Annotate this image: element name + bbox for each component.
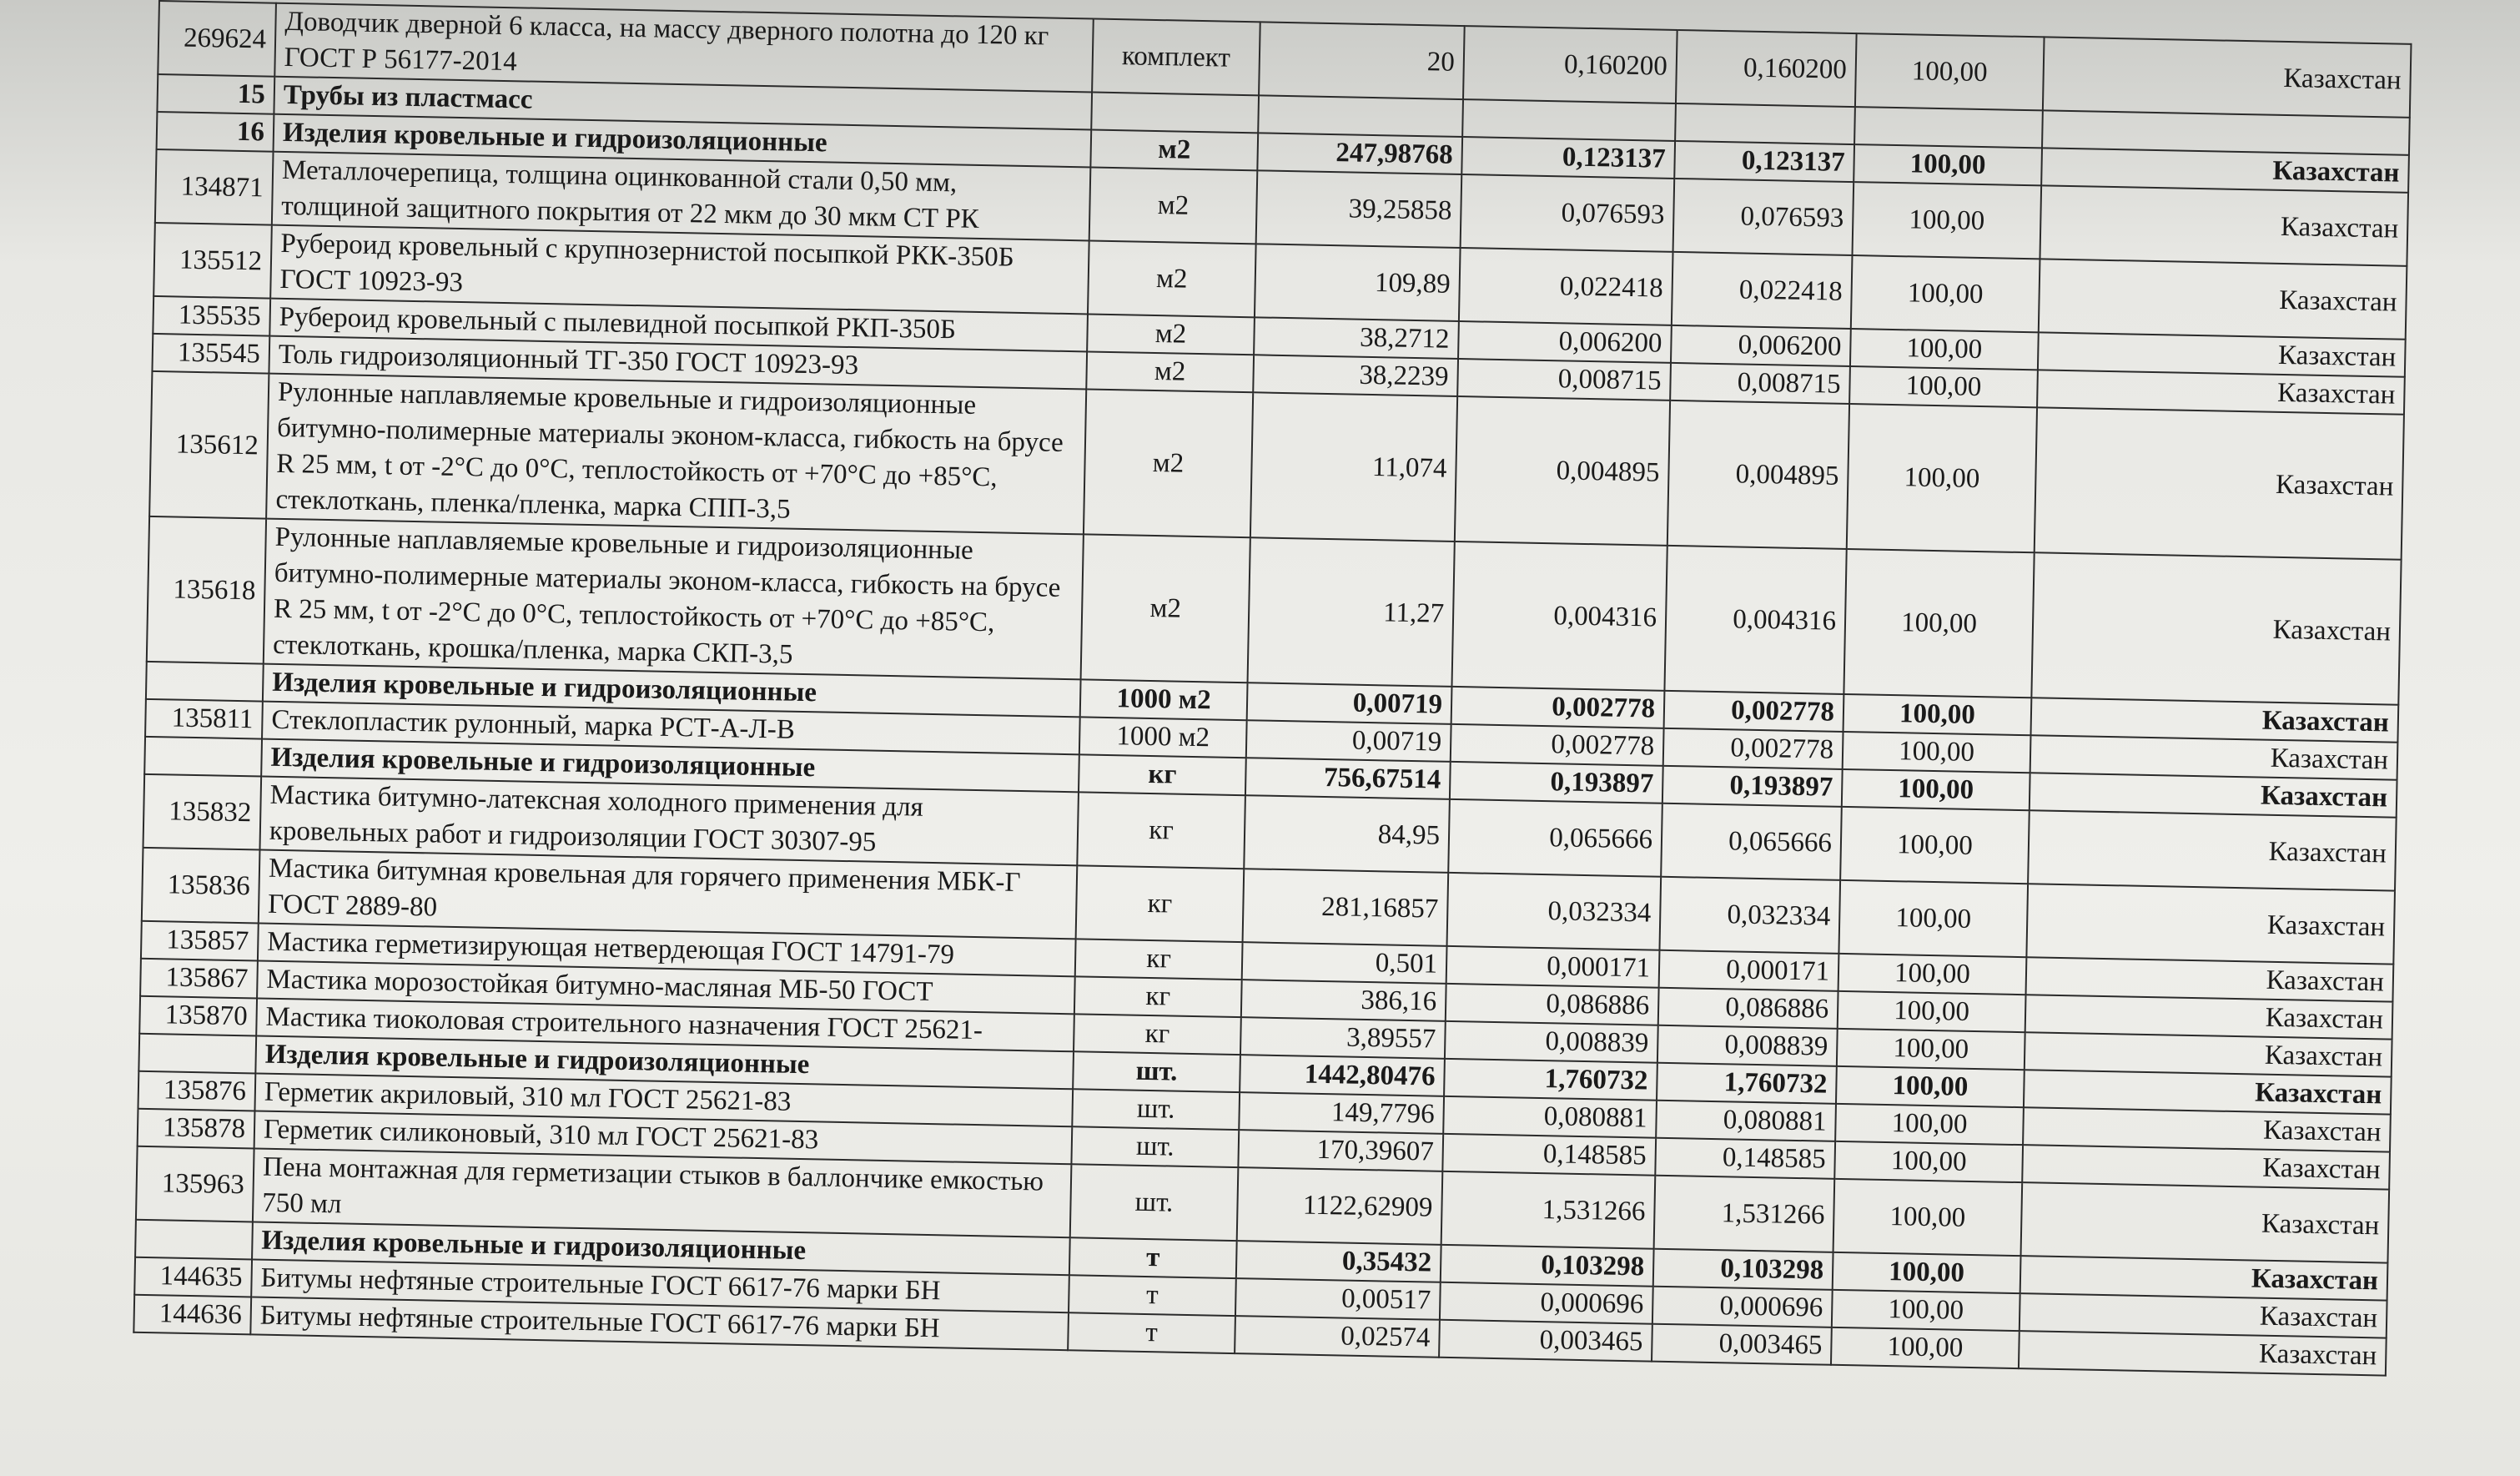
cell-value-2: 0,004895 [1667, 400, 1849, 549]
cell-percent: 100,00 [1854, 144, 2042, 185]
cell-unit: т [1068, 1312, 1235, 1353]
cell-percent: 100,00 [1843, 732, 2031, 773]
cell-country: Казахстан [2019, 1331, 2387, 1375]
cell-value-1: 0,000171 [1446, 946, 1660, 988]
cell-code [135, 1220, 253, 1260]
cell-country: Казахстан [2030, 698, 2398, 742]
cell-unit: 1000 м2 [1080, 679, 1248, 720]
cell-percent: 100,00 [1836, 1066, 2025, 1107]
cell-quantity: 20 [1259, 22, 1465, 99]
cell-quantity: 386,16 [1241, 980, 1446, 1021]
cell-percent: 100,00 [1843, 694, 2032, 735]
cell-code: 15 [157, 74, 274, 114]
cell-country: Казахстан [2038, 332, 2406, 376]
cell-value-1: 0,065666 [1448, 799, 1662, 877]
cell-code: 135876 [138, 1071, 255, 1111]
materials-table [133, 0, 2412, 1377]
cell-name: Герметик силиконовый, 310 мл ГОСТ 25621-83 [254, 1111, 1073, 1164]
cell-country: Казахстан [2020, 1256, 2388, 1300]
cell-name: Мастика битумная кровельная для горячего применения МБК-Г ГОСТ 2889-80 [259, 850, 1078, 940]
cell-name: Изделия кровельные и гидроизоляционные [255, 1035, 1074, 1089]
cell-percent: 100,00 [1843, 549, 2034, 698]
cell-value-1: 0,022418 [1459, 248, 1673, 325]
cell-name: Изделия кровельные и гидроизоляционные [263, 664, 1081, 718]
cell-unit: кг [1079, 754, 1246, 795]
cell-quantity: 39,25858 [1256, 170, 1462, 248]
cell-unit: кг [1076, 865, 1245, 942]
cell-percent: 100,00 [1837, 1029, 2025, 1070]
cell-value-2: 0,000171 [1659, 950, 1839, 991]
cell-quantity: 281,16857 [1243, 869, 1449, 946]
cell-quantity: 109,89 [1255, 244, 1461, 321]
cell-value-2: 0,148585 [1655, 1138, 1835, 1179]
cell-percent: 100,00 [1851, 255, 2040, 332]
cell-value-2: 1,531266 [1654, 1176, 1835, 1252]
cell-value-2: 0,086886 [1658, 988, 1838, 1029]
cell-percent: 100,00 [1850, 329, 2039, 370]
cell-unit: шт. [1072, 1089, 1240, 1130]
cell-code: 135512 [153, 223, 272, 299]
cell-code [144, 737, 262, 777]
cell-value-1: 1,531266 [1441, 1171, 1656, 1249]
cell-value-2: 0,003465 [1652, 1324, 1832, 1365]
cell-code: 135878 [138, 1109, 255, 1149]
cell-unit: т [1069, 1275, 1236, 1316]
cell-percent: 100,00 [1833, 1252, 2021, 1293]
cell-unit: кг [1075, 939, 1243, 980]
cell-country: Казахстан [2035, 407, 2404, 559]
cell-name: Трубы из пластмасс [274, 77, 1092, 130]
cell-name: Металлочерепица, толщина оцинкованной стали 0,50 мм, толщиной защитного покрытия от 22 мкм до 30 мкм СТ РК [272, 152, 1091, 241]
cell-quantity: 3,89557 [1240, 1017, 1446, 1059]
cell-country: Казахстан [2040, 185, 2408, 265]
cell-quantity: 170,39607 [1238, 1130, 1443, 1171]
cell-quantity: 11,27 [1248, 537, 1455, 687]
cell-quantity: 0,35432 [1236, 1241, 1441, 1282]
cell-country: Казахстан [2021, 1182, 2390, 1262]
cell-unit: комплект [1092, 19, 1260, 96]
cell-value-2: 0,000696 [1652, 1287, 1833, 1327]
cell-unit: кг [1074, 976, 1242, 1017]
cell-quantity: 247,98768 [1257, 133, 1462, 174]
cell-country: Казахстан [2023, 1107, 2391, 1151]
cell-value-1: 0,006200 [1458, 321, 1672, 363]
cell-percent: 100,00 [1847, 404, 2037, 552]
cell-country: Казахстан [2039, 259, 2407, 339]
cell-name: Рубероид кровельный с крупнозернистой посыпкой РКК-350Б ГОСТ 10923-93 [270, 225, 1089, 315]
cell-value-2: 1,760732 [1657, 1063, 1837, 1104]
cell-percent: 100,00 [1855, 33, 2045, 110]
cell-value-1: 0,003465 [1439, 1320, 1652, 1362]
cell-unit: м2 [1086, 351, 1254, 392]
cell-name: Битумы нефтяные строительные ГОСТ 6617-76 марки БН [250, 1297, 1069, 1350]
cell-country: Казахстан [2025, 995, 2393, 1039]
cell-unit: м2 [1081, 534, 1250, 683]
cell-name: Мастика герметизирующая нетвердеющая ГОСТ 14791-79 [258, 924, 1076, 977]
cell-country: Казахстан [2026, 884, 2395, 964]
cell-quantity: 84,95 [1244, 795, 1450, 873]
cell-code: 16 [157, 112, 274, 152]
cell-value-1: 0,148585 [1442, 1134, 1656, 1176]
cell-value-1: 0,103298 [1441, 1245, 1654, 1287]
cell-quantity: 1122,62909 [1237, 1167, 1443, 1245]
cell-code [146, 662, 264, 702]
cell-value-1: 0,032334 [1447, 873, 1662, 950]
cell-name: Рулонные наплавляемые кровельные и гидроизоляционные битумно-полимерные материалы эконом-класса, гибкость на брусе R 25 мм, t от -2°С до 0°С, теплостойкость от +70°С до +85°С, стеклоткань, пленка/пленка, марка СПП-3,5 [266, 374, 1086, 535]
cell-value-2: 0,076593 [1673, 179, 1854, 255]
cell-value-2: 0,004316 [1664, 546, 1846, 694]
cell-name: Рубероид кровельный с пылевидной посыпкой РКП-350Б [269, 299, 1088, 352]
cell-value-1: 0,002778 [1451, 724, 1664, 766]
cell-value-2: 0,002778 [1663, 728, 1843, 769]
cell-code: 134871 [155, 149, 274, 225]
cell-value-1: 0,123137 [1461, 137, 1675, 179]
cell-unit: шт. [1071, 1126, 1239, 1167]
cell-code [138, 1034, 256, 1074]
cell-percent: 100,00 [1832, 1290, 2020, 1331]
cell-code: 135545 [152, 334, 269, 374]
cell-unit: т [1069, 1237, 1237, 1278]
cell-country: Казахстан [2037, 370, 2405, 414]
cell-name: Мастика тиоколовая строительного назначения ГОСТ 25621- [256, 998, 1074, 1051]
cell-percent: 100,00 [1831, 1327, 2020, 1368]
cell-value-1: 0,004895 [1455, 396, 1670, 546]
cell-name: Рулонные наплавляемые кровельные и гидроизоляционные битумно-полимерные материалы эконом-класса, гибкость на брусе R 25 мм, t от -2°С до 0°С, теплостойкость от +70°С до +85°С, стеклоткань, крошка/пленка, марка СКП-3,5 [264, 519, 1084, 680]
cell-quantity: 0,501 [1242, 942, 1447, 984]
cell-value-1: 0,086886 [1446, 984, 1659, 1025]
cell-value-2: 0,123137 [1674, 141, 1854, 182]
cell-value-2: 0,032334 [1659, 877, 1840, 954]
cell-country: Казахстан [2043, 37, 2412, 117]
cell-value-2: 0,160200 [1676, 30, 1857, 107]
cell-percent: 100,00 [1833, 1179, 2023, 1256]
cell-name: Изделия кровельные и гидроизоляционные [261, 739, 1079, 793]
cell-name: Изделия кровельные и гидроизоляционные [274, 114, 1092, 168]
cell-country: Казахстан [2022, 1145, 2390, 1189]
cell-code: 135618 [147, 516, 266, 664]
cell-value-1: 0,008839 [1445, 1021, 1658, 1063]
cell-percent [1854, 107, 2043, 148]
cell-name: Герметик акриловый, 310 мл ГОСТ 25621-83 [254, 1073, 1073, 1126]
cell-name: Толь гидроизоляционный ТГ-350 ГОСТ 10923-93 [269, 336, 1087, 390]
cell-quantity: 0,02574 [1235, 1316, 1440, 1358]
cell-value-1: 0,076593 [1461, 174, 1675, 252]
cell-country: Казахстан [2024, 1070, 2392, 1114]
cell-name: Пена монтажная для герметизации стыков в баллончике емкостью 750 мл [253, 1148, 1072, 1237]
cell-percent: 100,00 [1849, 366, 2038, 407]
cell-unit: м2 [1084, 389, 1253, 537]
cell-value-2: 0,193897 [1662, 766, 1843, 807]
cell-code: 144636 [133, 1295, 251, 1335]
cell-country: Казахстан [2041, 148, 2409, 192]
cell-value-1 [1462, 99, 1676, 141]
cell-unit: м2 [1087, 314, 1255, 355]
cell-percent: 100,00 [1838, 954, 2027, 995]
cell-value-1: 0,008715 [1457, 359, 1671, 400]
cell-country: Казахстан [2025, 1032, 2392, 1076]
cell-unit: м2 [1090, 129, 1258, 170]
cell-value-1: 0,002778 [1451, 687, 1665, 728]
cell-country: Казахстан [2030, 773, 2397, 817]
cell-unit: м2 [1089, 167, 1258, 244]
cell-percent: 100,00 [1838, 880, 2028, 957]
cell-quantity: 0,00719 [1247, 683, 1452, 724]
cell-code: 135811 [145, 699, 263, 739]
cell-name: Битумы нефтяные строительные ГОСТ 6617-76 марки БН [251, 1259, 1069, 1312]
cell-unit: кг [1077, 792, 1245, 869]
cell-value-1: 0,080881 [1443, 1096, 1657, 1138]
cell-quantity: 38,2712 [1254, 317, 1459, 359]
cell-name: Стеклопластик рулонный, марка РСТ-А-Л-В [262, 702, 1080, 755]
cell-unit [1091, 93, 1259, 133]
cell-code: 135832 [143, 774, 261, 850]
cell-unit: м2 [1088, 240, 1256, 317]
cell-value-2: 0,006200 [1671, 325, 1851, 366]
cell-quantity [1258, 95, 1463, 137]
cell-value-2: 0,080881 [1656, 1101, 1836, 1141]
cell-code: 135870 [139, 996, 257, 1036]
cell-code: 269624 [158, 1, 276, 77]
cell-code: 135857 [141, 921, 259, 961]
cell-percent: 100,00 [1835, 1104, 2024, 1145]
cell-value-1: 0,160200 [1463, 26, 1677, 103]
cell-code: 135535 [153, 296, 270, 336]
cell-name: Доводчик дверной 6 класса, на массу дверного полотна до 120 кг ГОСТ Р 56177-2014 [274, 3, 1094, 93]
cell-quantity: 149,7796 [1239, 1092, 1444, 1134]
cell-country: Казахстан [2030, 735, 2398, 779]
cell-country: Казахстан [2026, 957, 2394, 1001]
cell-quantity: 0,00719 [1246, 720, 1451, 762]
cell-code: 135836 [142, 848, 260, 924]
cell-value-2: 0,065666 [1661, 803, 1842, 880]
cell-percent: 100,00 [1852, 182, 2041, 259]
cell-unit: 1000 м2 [1079, 717, 1247, 758]
cell-name: Мастика морозостойкая битумно-масляная МБ-50 ГОСТ [257, 960, 1075, 1014]
cell-value-2: 0,008839 [1657, 1025, 1838, 1066]
cell-percent: 100,00 [1834, 1141, 2023, 1182]
cell-percent: 100,00 [1838, 991, 2026, 1032]
cell-value-1: 0,000696 [1440, 1282, 1653, 1324]
cell-quantity: 756,67514 [1245, 758, 1451, 799]
cell-code: 135612 [149, 371, 269, 519]
cell-value-2: 0,008715 [1670, 363, 1850, 404]
cell-quantity: 38,2239 [1253, 355, 1458, 396]
cell-code: 144635 [134, 1257, 252, 1297]
cell-name: Мастика битумно-латексная холодного применения для кровельных работ и гидроизоляции ГОСТ 30307-95 [259, 777, 1079, 866]
cell-value-2: 0,002778 [1664, 691, 1844, 732]
cell-value-2 [1675, 103, 1855, 144]
cell-value-2: 0,103298 [1653, 1249, 1833, 1290]
table-body [133, 1, 2411, 1376]
cell-value-1: 0,004316 [1451, 542, 1667, 691]
cell-unit: кг [1074, 1014, 1241, 1055]
cell-percent: 100,00 [1842, 769, 2030, 810]
cell-unit: шт. [1070, 1164, 1239, 1241]
table-wrapper [132, 0, 2410, 1420]
cell-quantity: 11,074 [1250, 392, 1457, 542]
cell-value-2: 0,022418 [1672, 252, 1853, 329]
cell-quantity: 0,00517 [1235, 1278, 1441, 1320]
cell-percent: 100,00 [1840, 807, 2030, 884]
cell-unit: шт. [1073, 1051, 1240, 1092]
cell-value-1: 1,760732 [1444, 1059, 1657, 1101]
cell-code: 135867 [140, 959, 258, 999]
cell-country: Казахстан [2020, 1293, 2387, 1337]
cell-value-1: 0,193897 [1450, 762, 1663, 803]
cell-country: Казахстан [2031, 552, 2401, 704]
cell-name: Изделия кровельные и гидроизоляционные [252, 1222, 1070, 1275]
cell-quantity: 1442,80476 [1240, 1055, 1445, 1096]
cell-country: Казахстан [2028, 810, 2397, 890]
cell-code: 135963 [136, 1146, 254, 1222]
